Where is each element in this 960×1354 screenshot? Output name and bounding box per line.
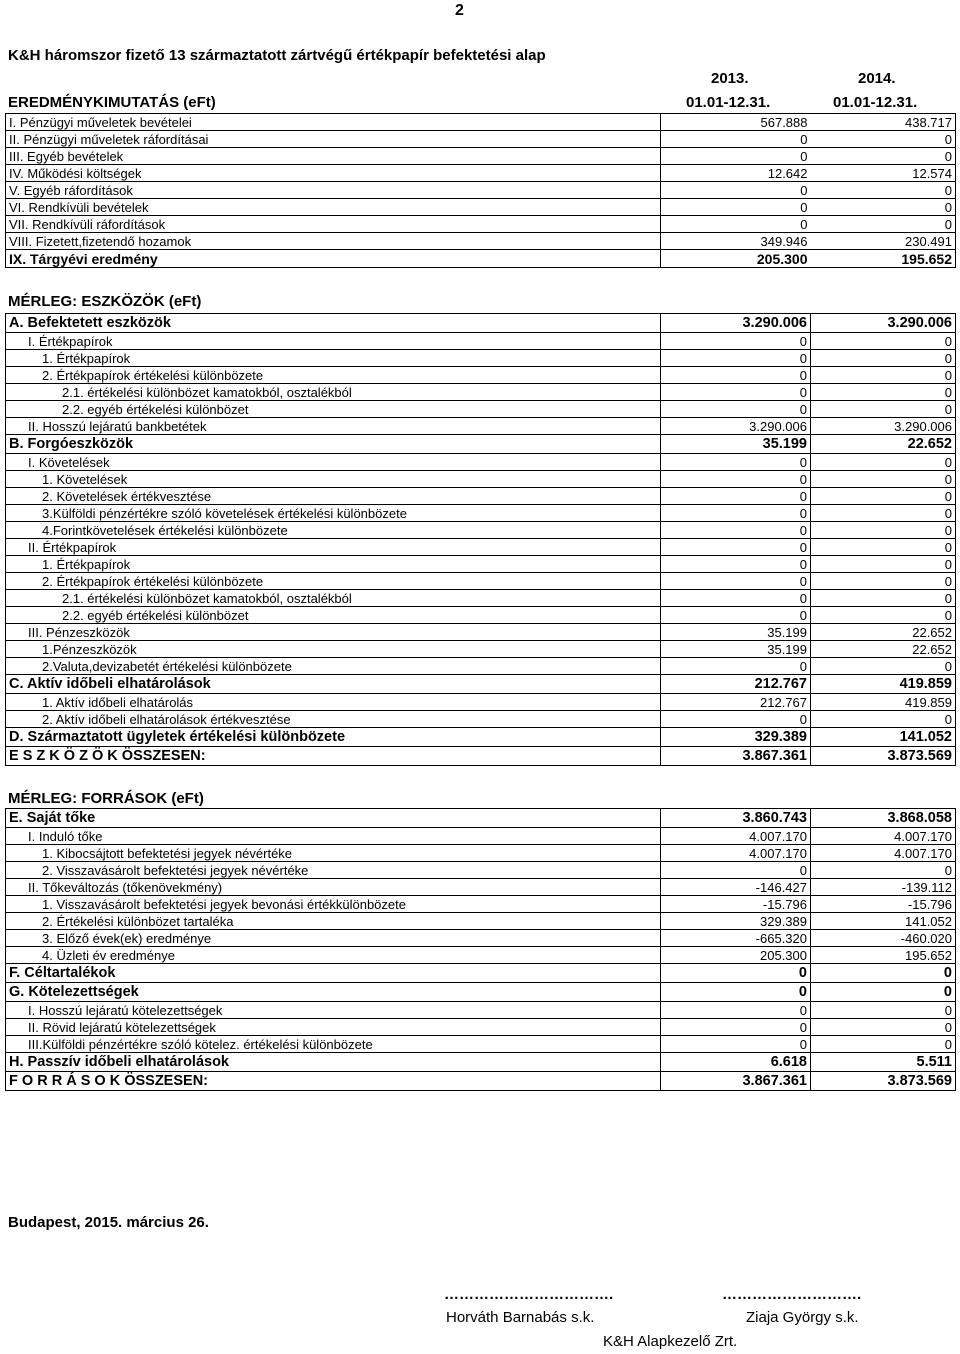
value-2013: 0: [661, 505, 811, 522]
row-label: III. Pénzeszközök: [6, 624, 661, 641]
value-2013: 3.290.006: [661, 418, 811, 435]
row-label: VIII. Fizetett,fizetendő hozamok: [6, 233, 661, 250]
row-label: 1. Kibocsájtott befektetési jegyek névértéke: [6, 845, 661, 862]
row-label: 2. Aktív időbeli elhatárolások értékvesztése: [6, 711, 661, 728]
value-2013: 0: [661, 199, 811, 216]
row-label: F O R R Á S O K ÖSSZESEN:: [6, 1072, 661, 1091]
table-row: [6, 694, 956, 711]
row-label: H. Passzív időbeli elhatárolások: [6, 1053, 661, 1072]
table-row: [6, 131, 956, 148]
row-label: 1.Pénzeszközök: [6, 641, 661, 658]
value-2013: 3.860.743: [661, 809, 811, 828]
table-row: [6, 747, 956, 766]
value-2013: -665.320: [661, 930, 811, 947]
value-2014: 0: [811, 607, 956, 624]
table-row: [6, 418, 956, 435]
value-2014: 0: [811, 199, 956, 216]
row-label: 2.1. értékelési különbözet kamatokból, osztalékból: [6, 590, 661, 607]
value-2013: 0: [661, 556, 811, 573]
row-label: I. Értékpapírok: [6, 333, 661, 350]
table-row: [6, 488, 956, 505]
row-label: E. Saját tőke: [6, 809, 661, 828]
table-row: [6, 675, 956, 694]
value-2013: -146.427: [661, 879, 811, 896]
value-2014: 0: [811, 488, 956, 505]
table-row: [6, 573, 956, 590]
value-2013: 0: [661, 367, 811, 384]
value-2013: 212.767: [661, 694, 811, 711]
value-2013: 35.199: [661, 641, 811, 658]
row-label: 2.1. értékelési különbözet kamatokból, osztalékból: [6, 384, 661, 401]
row-label: 3.Külföldi pénzértékre szóló követelések értékelési különbözete: [6, 505, 661, 522]
row-label: II. Értékpapírok: [6, 539, 661, 556]
value-2014: 3.290.006: [811, 418, 956, 435]
table-row: [6, 350, 956, 367]
value-2013: 349.946: [661, 233, 811, 250]
value-2014: 4.007.170: [811, 845, 956, 862]
signature-line-2: ……………………….: [722, 1286, 862, 1303]
value-2014: 0: [811, 983, 956, 1002]
row-label: 1. Értékpapírok: [6, 556, 661, 573]
value-2014: 0: [811, 216, 956, 233]
row-label: 2. Értékpapírok értékelési különbözete: [6, 367, 661, 384]
table-row: [6, 165, 956, 182]
value-2014: 0: [811, 556, 956, 573]
value-2013: 0: [661, 131, 811, 148]
value-2014: 0: [811, 539, 956, 556]
table-row: [6, 658, 956, 675]
row-label: 2. Követelések értékvesztése: [6, 488, 661, 505]
table-row: [6, 435, 956, 454]
row-label: 2. Értékpapírok értékelési különbözete: [6, 573, 661, 590]
row-label: 1. Követelések: [6, 471, 661, 488]
value-2014: 3.868.058: [811, 809, 956, 828]
value-2014: 0: [811, 964, 956, 983]
value-2014: 12.574: [811, 165, 956, 182]
table-row: [6, 913, 956, 930]
table-row: [6, 1002, 956, 1019]
table-row: [6, 454, 956, 471]
value-2014: 0: [811, 454, 956, 471]
value-2013: 0: [661, 471, 811, 488]
row-label: 2. Visszavásárolt befektetési jegyek névértéke: [6, 862, 661, 879]
value-2013: 3.867.361: [661, 747, 811, 766]
table-row: [6, 845, 956, 862]
table-row: [6, 333, 956, 350]
value-2013: 0: [661, 1019, 811, 1036]
table-row: [6, 539, 956, 556]
signer-1-name: Horváth Barnabás s.k.: [446, 1309, 595, 1326]
row-label: IV. Működési költségek: [6, 165, 661, 182]
row-label: II. Hosszú lejáratú bankbetétek: [6, 418, 661, 435]
value-2014: 230.491: [811, 233, 956, 250]
table-row: [6, 1072, 956, 1091]
value-2013: 4.007.170: [661, 828, 811, 845]
table-row: [6, 964, 956, 983]
row-label: 2. Értékelési különbözet tartaléka: [6, 913, 661, 930]
value-2013: 0: [661, 333, 811, 350]
value-2014: 0: [811, 148, 956, 165]
row-label: 2.Valuta,devizabetét értékelési különbözete: [6, 658, 661, 675]
value-2014: 0: [811, 1036, 956, 1053]
value-2014: 419.859: [811, 675, 956, 694]
row-label: 3. Előző évek(ek) eredménye: [6, 930, 661, 947]
signature-line-1: …………………………….: [444, 1286, 614, 1303]
value-2013: 3.867.361: [661, 1072, 811, 1091]
row-label: B. Forgóeszközök: [6, 435, 661, 454]
value-2014: 0: [811, 1019, 956, 1036]
table-row: [6, 983, 956, 1002]
value-2013: 0: [661, 711, 811, 728]
value-2013: 6.618: [661, 1053, 811, 1072]
value-2014: 141.052: [811, 913, 956, 930]
table-row: [6, 641, 956, 658]
assets-table: [5, 313, 956, 766]
value-2013: 3.290.006: [661, 314, 811, 333]
value-2013: 0: [661, 1002, 811, 1019]
value-2014: 0: [811, 505, 956, 522]
row-label: C. Aktív időbeli elhatárolások: [6, 675, 661, 694]
value-2013: 205.300: [661, 250, 811, 268]
value-2014: 0: [811, 658, 956, 675]
value-2013: 0: [661, 350, 811, 367]
table-row: [6, 505, 956, 522]
row-label: II. Rövid lejáratú kötelezettségek: [6, 1019, 661, 1036]
value-2013: 0: [661, 182, 811, 199]
value-2014: 4.007.170: [811, 828, 956, 845]
row-label: 1. Értékpapírok: [6, 350, 661, 367]
table-row: [6, 233, 956, 250]
period-1-label: 01.01-12.31.: [686, 94, 771, 111]
table-row: [6, 896, 956, 913]
value-2014: -139.112: [811, 879, 956, 896]
value-2014: 0: [811, 131, 956, 148]
row-label: I. Hosszú lejáratú kötelezettségek: [6, 1002, 661, 1019]
table-row: [6, 828, 956, 845]
table-row: [6, 590, 956, 607]
value-2013: 0: [661, 658, 811, 675]
value-2014: 22.652: [811, 435, 956, 454]
table-row: [6, 199, 956, 216]
value-2014: 0: [811, 350, 956, 367]
row-label: 1. Aktív időbeli elhatárolás: [6, 694, 661, 711]
value-2013: 329.389: [661, 913, 811, 930]
table-row: [6, 862, 956, 879]
period-2-label: 01.01-12.31.: [833, 94, 918, 111]
value-2013: 0: [661, 216, 811, 233]
table-row: [6, 1019, 956, 1036]
value-2014: 0: [811, 711, 956, 728]
table-row: [6, 728, 956, 747]
value-2013: 0: [661, 1036, 811, 1053]
row-label: 2.2. egyéb értékelési különbözet: [6, 607, 661, 624]
value-2014: 22.652: [811, 641, 956, 658]
value-2013: 0: [661, 862, 811, 879]
value-2014: 438.717: [811, 114, 956, 131]
value-2013: 0: [661, 522, 811, 539]
table-row: [6, 930, 956, 947]
value-2013: 12.642: [661, 165, 811, 182]
value-2014: 0: [811, 182, 956, 199]
value-2014: 0: [811, 367, 956, 384]
company-name: K&H Alapkezelő Zrt.: [603, 1333, 738, 1350]
liabilities-heading: MÉRLEG: FORRÁSOK (eFt): [8, 790, 204, 807]
table-row: [6, 809, 956, 828]
value-2013: 0: [661, 573, 811, 590]
value-2013: 0: [661, 384, 811, 401]
value-2014: 22.652: [811, 624, 956, 641]
value-2014: 195.652: [811, 250, 956, 268]
value-2013: 35.199: [661, 435, 811, 454]
table-row: [6, 250, 956, 268]
value-2013: 205.300: [661, 947, 811, 964]
value-2013: -15.796: [661, 896, 811, 913]
row-label: A. Befektetett eszközök: [6, 314, 661, 333]
value-2014: 0: [811, 471, 956, 488]
table-row: [6, 522, 956, 539]
table-row: [6, 367, 956, 384]
table-row: [6, 114, 956, 131]
value-2014: 141.052: [811, 728, 956, 747]
row-label: II. Tőkeváltozás (tőkenövekmény): [6, 879, 661, 896]
row-label: V. Egyéb ráfordítások: [6, 182, 661, 199]
value-2013: 0: [661, 607, 811, 624]
table-row: [6, 624, 956, 641]
value-2013: 0: [661, 983, 811, 1002]
value-2013: 0: [661, 590, 811, 607]
row-label: D. Származtatott ügyletek értékelési különbözete: [6, 728, 661, 747]
table-row: [6, 947, 956, 964]
value-2014: 0: [811, 862, 956, 879]
value-2013: 0: [661, 539, 811, 556]
value-2013: 0: [661, 454, 811, 471]
liabilities-table: [5, 808, 956, 1091]
value-2014: 0: [811, 384, 956, 401]
table-row: [6, 607, 956, 624]
value-2013: 0: [661, 488, 811, 505]
row-label: I. Pénzügyi műveletek bevételei: [6, 114, 661, 131]
table-row: [6, 471, 956, 488]
assets-heading: MÉRLEG: ESZKÖZÖK (eFt): [8, 293, 202, 310]
table-row: [6, 556, 956, 573]
value-2014: -15.796: [811, 896, 956, 913]
place-and-date: Budapest, 2015. március 26.: [8, 1214, 209, 1231]
value-2014: 3.873.569: [811, 1072, 956, 1091]
row-label: 4.Forintkövetelések értékelési különbözete: [6, 522, 661, 539]
row-label: F. Céltartalékok: [6, 964, 661, 983]
row-label: E S Z K Ö Z Ö K ÖSSZESEN:: [6, 747, 661, 766]
value-2013: 0: [661, 401, 811, 418]
value-2014: 0: [811, 522, 956, 539]
value-2014: 0: [811, 333, 956, 350]
row-label: G. Kötelezettségek: [6, 983, 661, 1002]
row-label: III.Külföldi pénzértékre szóló kötelez. értékelési különbözete: [6, 1036, 661, 1053]
row-label: VII. Rendkívüli ráfordítások: [6, 216, 661, 233]
table-row: [6, 711, 956, 728]
table-row: [6, 148, 956, 165]
row-label: 1. Visszavásárolt befektetési jegyek bevonási értékkülönbözete: [6, 896, 661, 913]
row-label: II. Pénzügyi műveletek ráfordításai: [6, 131, 661, 148]
value-2014: 419.859: [811, 694, 956, 711]
signer-2-name: Ziaja György s.k.: [746, 1309, 859, 1326]
row-label: VI. Rendkívüli bevételek: [6, 199, 661, 216]
table-row: [6, 182, 956, 199]
table-row: [6, 1036, 956, 1053]
value-2014: 0: [811, 401, 956, 418]
row-label: 2.2. egyéb értékelési különbözet: [6, 401, 661, 418]
row-label: III. Egyéb bevételek: [6, 148, 661, 165]
value-2014: 3.873.569: [811, 747, 956, 766]
value-2014: 0: [811, 1002, 956, 1019]
value-2013: 0: [661, 964, 811, 983]
value-2014: 0: [811, 590, 956, 607]
table-row: [6, 1053, 956, 1072]
table-row: [6, 384, 956, 401]
value-2013: 329.389: [661, 728, 811, 747]
value-2014: 5.511: [811, 1053, 956, 1072]
row-label: IX. Tárgyévi eredmény: [6, 250, 661, 268]
value-2014: -460.020: [811, 930, 956, 947]
year-1-label: 2013.: [711, 70, 749, 87]
table-row: [6, 401, 956, 418]
row-label: 4. Üzleti év eredménye: [6, 947, 661, 964]
value-2014: 0: [811, 573, 956, 590]
value-2013: 212.767: [661, 675, 811, 694]
value-2013: 0: [661, 148, 811, 165]
row-label: I. Követelések: [6, 454, 661, 471]
table-row: [6, 314, 956, 333]
value-2014: 195.652: [811, 947, 956, 964]
income-statement-heading: EREDMÉNYKIMUTATÁS (eFt): [8, 94, 216, 111]
document-title: K&H háromszor fizető 13 származtatott zártvégű értékpapír befektetési alap: [8, 47, 546, 64]
income-statement-table: [5, 113, 956, 268]
table-row: [6, 879, 956, 896]
row-label: I. Induló tőke: [6, 828, 661, 845]
value-2013: 4.007.170: [661, 845, 811, 862]
page-number: 2: [455, 2, 464, 19]
year-2-label: 2014.: [858, 70, 896, 87]
value-2013: 35.199: [661, 624, 811, 641]
value-2013: 567.888: [661, 114, 811, 131]
table-row: [6, 216, 956, 233]
value-2014: 3.290.006: [811, 314, 956, 333]
